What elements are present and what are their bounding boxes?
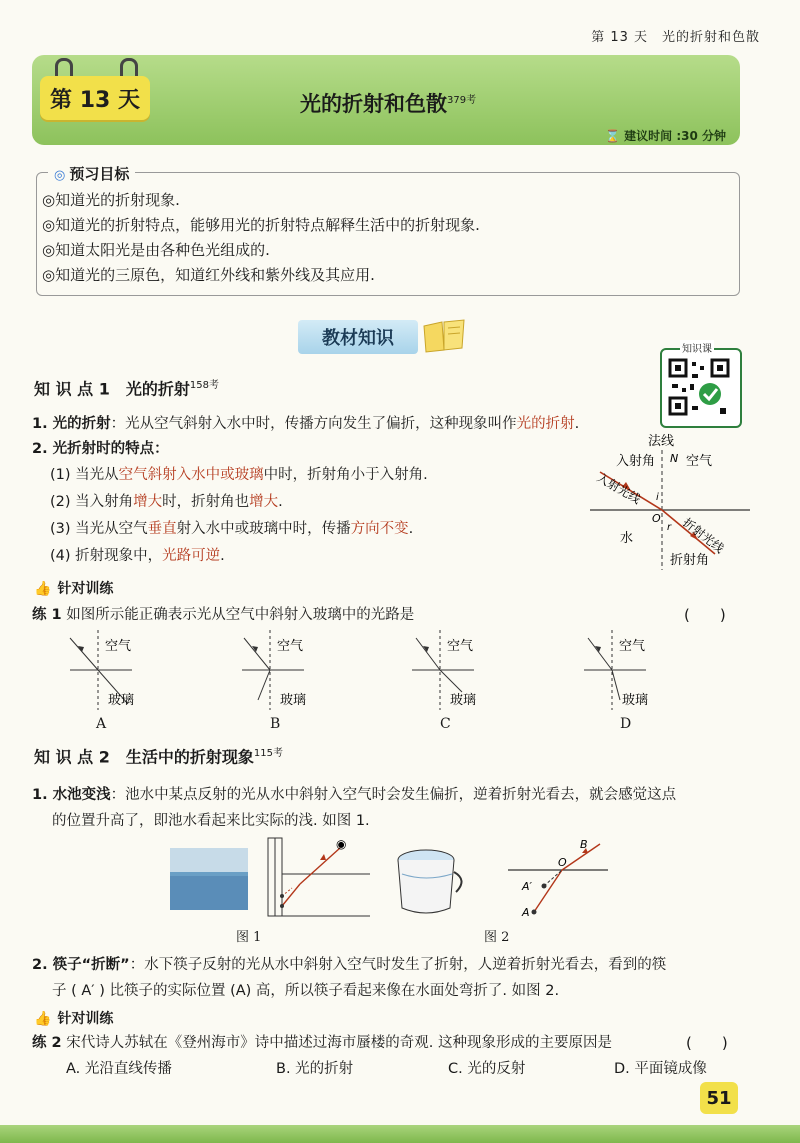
highlight: 方向不变 — [350, 521, 409, 537]
option-b-label: B — [270, 716, 281, 732]
option-a: A. 光沿直线传播 — [66, 1061, 172, 1077]
text: 中时，折射角小于入射角. — [263, 467, 428, 483]
refraction-diagram — [590, 432, 750, 570]
option-a-label: A — [96, 716, 107, 732]
feature-1 — [50, 464, 428, 486]
feature-4 — [50, 545, 225, 567]
option-c: C. 光的反射 — [448, 1061, 526, 1077]
normal-label: 法线 — [648, 434, 675, 449]
highlight: 增大 — [133, 494, 163, 510]
training-label: 针对训练 — [57, 581, 114, 597]
text: ：水下筷子反射的光从水中斜射入空气时发生了折射，人逆着折射光看去，看到的筷 — [129, 957, 667, 973]
highlight: 光路可逆 — [162, 548, 221, 564]
air-label: 空气 — [619, 639, 646, 654]
o-label: O — [558, 856, 567, 869]
qr-icon — [662, 350, 736, 422]
n-label: N — [670, 452, 679, 465]
goal-item: ◎知道光的三原色，知道红外线和紫外线及其应用. — [42, 266, 375, 284]
qr-label: 知识课 — [680, 340, 714, 355]
i-label: i — [656, 492, 659, 503]
kp2-p1-line-2: 的位置升高了，即池水看起来比实际的浅. 如图 1. — [52, 813, 370, 829]
o-label: O — [652, 512, 661, 525]
kp1-line-1 — [32, 413, 579, 435]
air-label: 空气 — [686, 454, 713, 469]
kp2-title-text: 知 识 点 2 生活中的折射现象 — [34, 747, 254, 767]
training-1-header — [34, 578, 113, 598]
chapter-title — [300, 88, 476, 118]
feature-2 — [50, 491, 283, 513]
incident-angle-label: 入射角 — [616, 454, 656, 469]
air-label: 空气 — [105, 639, 132, 654]
option-d-diagram — [574, 630, 664, 712]
goal-item: ◎知道太阳光是由各种色光组成的. — [42, 241, 270, 259]
page-number: 51 — [700, 1082, 738, 1114]
kp2-title-sup: 115考 — [253, 748, 283, 759]
suggested-time-text: 建议时间 :30 分钟 — [624, 129, 726, 143]
text: . — [574, 416, 580, 432]
refraction-angle-label: 折射角 — [670, 553, 710, 568]
text: (2) 当入射角 — [50, 494, 134, 510]
exercise-label: 练 2 — [32, 1035, 62, 1051]
text: (1) 当光从 — [50, 467, 119, 483]
hourglass-icon: ⌛ — [605, 129, 620, 143]
figure-2 — [508, 836, 608, 922]
exercise-text: 如图所示能正确表示光从空气中斜射入玻璃中的光路是 — [66, 607, 415, 623]
book-icon — [422, 316, 466, 354]
goal-item: ◎知道光的折射特点，能够用光的折射特点解释生活中的折射现象. — [42, 216, 480, 234]
kp1-title-text: 知 识 点 1 光的折射 — [34, 379, 190, 399]
option-d-label: D — [620, 716, 632, 732]
training-2-header — [34, 1008, 113, 1028]
highlight: 增大 — [249, 494, 279, 510]
kp2-p2-line-1 — [32, 954, 666, 976]
day-tab: 第 13 天 — [40, 76, 150, 120]
figure-1-caption: 图 1 — [236, 930, 262, 945]
text: (3) 当光从空气 — [50, 521, 148, 537]
chapter-title-sup: 379考 — [447, 95, 477, 106]
water-label: 水 — [620, 531, 634, 546]
kp2-p1-line-1 — [32, 784, 676, 806]
kp2-title — [34, 744, 283, 767]
goals-title-text: 预习目标 — [69, 165, 130, 183]
highlight: 垂直 — [147, 521, 177, 537]
text: 射入水中或玻璃中时，传播 — [176, 521, 351, 537]
running-header: 第 13 天 光的折射和色散 — [591, 30, 760, 45]
r-label: r — [667, 522, 672, 533]
exercise-text: 宋代诗人苏轼在《登州海市》诗中描述过海市蜃楼的奇观. 这种现象形成的主要原因是 — [66, 1035, 612, 1051]
text: . — [278, 494, 283, 510]
glass-label: 玻璃 — [450, 693, 477, 708]
goal-item: ◎知道光的折射现象. — [42, 191, 180, 209]
option-d: D. 平面镜成像 — [614, 1061, 707, 1077]
kp2-p2-line-2: 子 ( A′ ) 比筷子的实际位置 (A) 高，所以筷子看起来像在水面处弯折了. 如图 2. — [52, 983, 560, 999]
option-b-diagram — [232, 630, 322, 712]
kp1-title — [34, 376, 219, 399]
answer-bracket: ( ) — [686, 1034, 728, 1052]
feature-3 — [50, 518, 413, 540]
term: 1. 光的折射 — [32, 416, 111, 432]
training-label: 针对训练 — [57, 1011, 114, 1027]
text: (4) 折射现象中， — [50, 548, 163, 564]
text: ：池水中某点反射的光从水中斜射入空气时会发生偏折，逆着折射光看去，就会感觉这点 — [110, 787, 677, 803]
qr-code[interactable] — [660, 348, 742, 428]
option-a-diagram — [60, 630, 150, 712]
text: ：光从空气斜射入水中时，传播方向发生了偏折，这种现象叫作 — [110, 416, 517, 432]
goals-list — [42, 188, 480, 288]
text: . — [408, 521, 414, 537]
kp1-title-sup: 158考 — [189, 380, 219, 391]
b-label: B — [580, 838, 588, 851]
incident-ray-label: 入射光线 — [594, 470, 644, 507]
eye-icon: ◉ — [336, 837, 347, 851]
thumbs-up-icon: 👍 — [34, 1011, 52, 1027]
figure-1 — [170, 836, 370, 920]
text: 时，折射角也 — [162, 494, 250, 510]
kp1-line-2: 2. 光折射时的特点： — [32, 441, 169, 457]
glass-label: 玻璃 — [108, 693, 135, 708]
glass-label: 玻璃 — [622, 693, 649, 708]
exercise-2 — [32, 1032, 612, 1054]
cup-image — [394, 846, 470, 916]
option-c-label: C — [440, 716, 451, 732]
thumbs-up-icon: 👍 — [34, 581, 52, 597]
a-prime-label: A′ — [522, 880, 533, 893]
refracted-ray-label: 折射光线 — [680, 515, 727, 556]
suggested-time — [605, 127, 726, 144]
goals-title — [48, 163, 135, 184]
option-c-diagram — [402, 630, 492, 712]
target-icon: ◎ — [54, 168, 66, 183]
highlight: 光的折射 — [516, 416, 575, 432]
answer-bracket: ( ) — [684, 606, 726, 624]
glass-label: 玻璃 — [280, 693, 307, 708]
air-label: 空气 — [277, 639, 304, 654]
exercise-label: 练 1 — [32, 607, 62, 623]
chapter-title-text: 光的折射和色散 — [300, 92, 447, 116]
term: 2. 筷子“折断” — [32, 957, 130, 973]
footer-bar — [0, 1125, 800, 1143]
figure-2-caption: 图 2 — [484, 930, 510, 945]
section-title: 教材知识 — [298, 320, 418, 354]
air-label: 空气 — [447, 639, 474, 654]
text: . — [220, 548, 225, 564]
option-b: B. 光的折射 — [276, 1061, 354, 1077]
exercise-1 — [32, 604, 414, 626]
a-label: A — [522, 906, 530, 919]
term: 1. 水池变浅 — [32, 787, 111, 803]
highlight: 空气斜射入水中或玻璃 — [118, 467, 264, 483]
